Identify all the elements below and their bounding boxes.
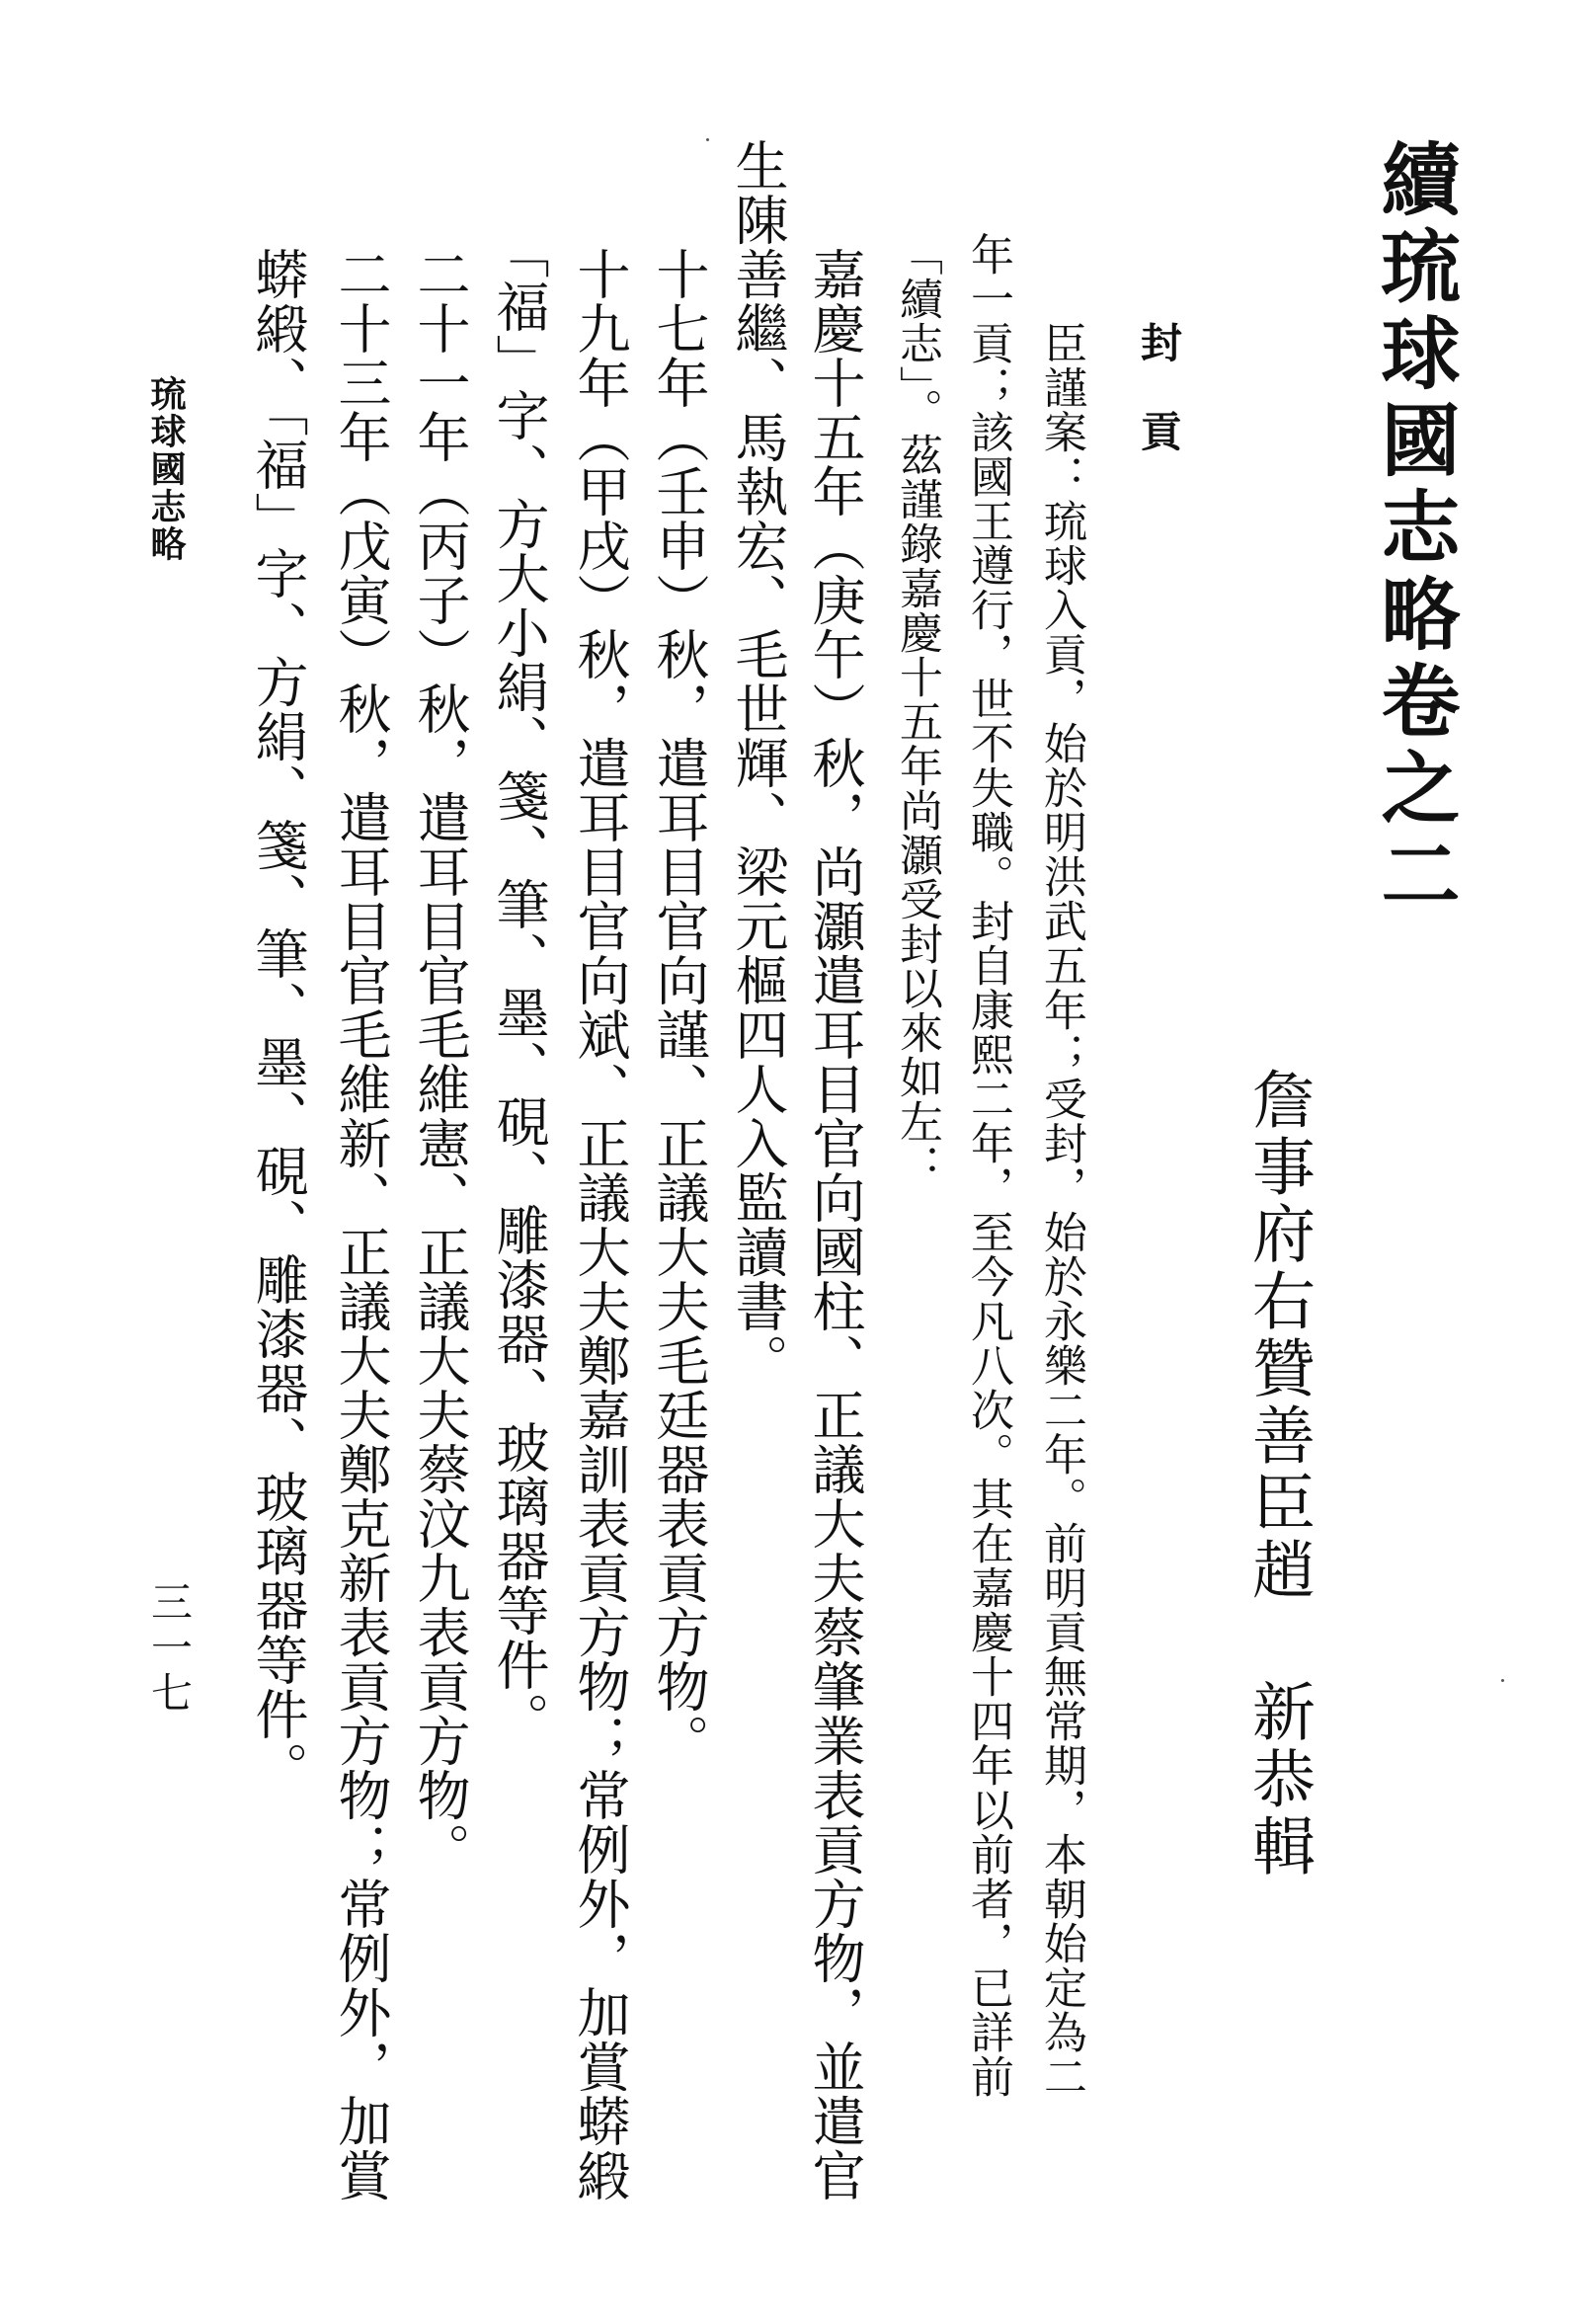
body-line: 十七年（壬申）秋，遣耳目官向謹、正議大夫毛廷器表貢方物。: [648, 247, 710, 1768]
note-line: 臣謹案：琉球入貢，始於明洪武五年；受封，始於永樂二年。前明貢無常期，本朝始定為二: [1036, 321, 1086, 2099]
scan-speck: [706, 138, 709, 141]
body-line: 二十一年（丙子）秋，遣耳目官毛維憲、正議大夫蔡汶九表貢方物。: [409, 247, 471, 1877]
note-line: 「續志」。茲謹錄嘉慶十五年尚灝受封以來如左：: [892, 232, 942, 1188]
scan-speck: [1501, 1679, 1504, 1682]
body-line: 生陳善繼、馬執宏、毛世輝、梁元樞四人入監讀書。: [727, 138, 789, 1388]
body-line: 十九年（甲戌）秋，遣耳目官向斌、正議大夫鄭嘉訓表貢方物；常例外，加賞蟒緞: [569, 247, 631, 2202]
section-heading: 封貢: [1135, 321, 1183, 499]
book-title: 續琉球國志略卷之二: [1368, 138, 1461, 920]
page-number: 三一七: [145, 1580, 194, 1717]
body-line: 二十三年（戊寅）秋，遣耳目官毛維新、正議大夫鄭克新表貢方物；常例外，加賞: [330, 247, 392, 2202]
body-line: 嘉慶十五年（庚午）秋，尚灝遣耳目官向國柱、正議大夫蔡肇業表貢方物，並遣官: [804, 247, 866, 2202]
body-line: 蟒緞、「福」字、方絹、箋、筆、墨、硯、雕漆器、玻璃器等件。: [247, 247, 309, 1796]
author-title: 詹事府右贊善臣趙: [1241, 1067, 1315, 1604]
running-title: 琉球國志略: [145, 375, 187, 563]
note-line: 年一貢；該國王遵行，世不失職。封自康熙二年，至今凡八次。其在嘉慶十四年以前者，已詳前: [963, 232, 1013, 2099]
author-name: 新恭輯: [1241, 1679, 1315, 1881]
body-line: 「福」字、方大小絹、箋、筆、墨、硯、雕漆器、玻璃器等件。: [488, 225, 550, 1746]
